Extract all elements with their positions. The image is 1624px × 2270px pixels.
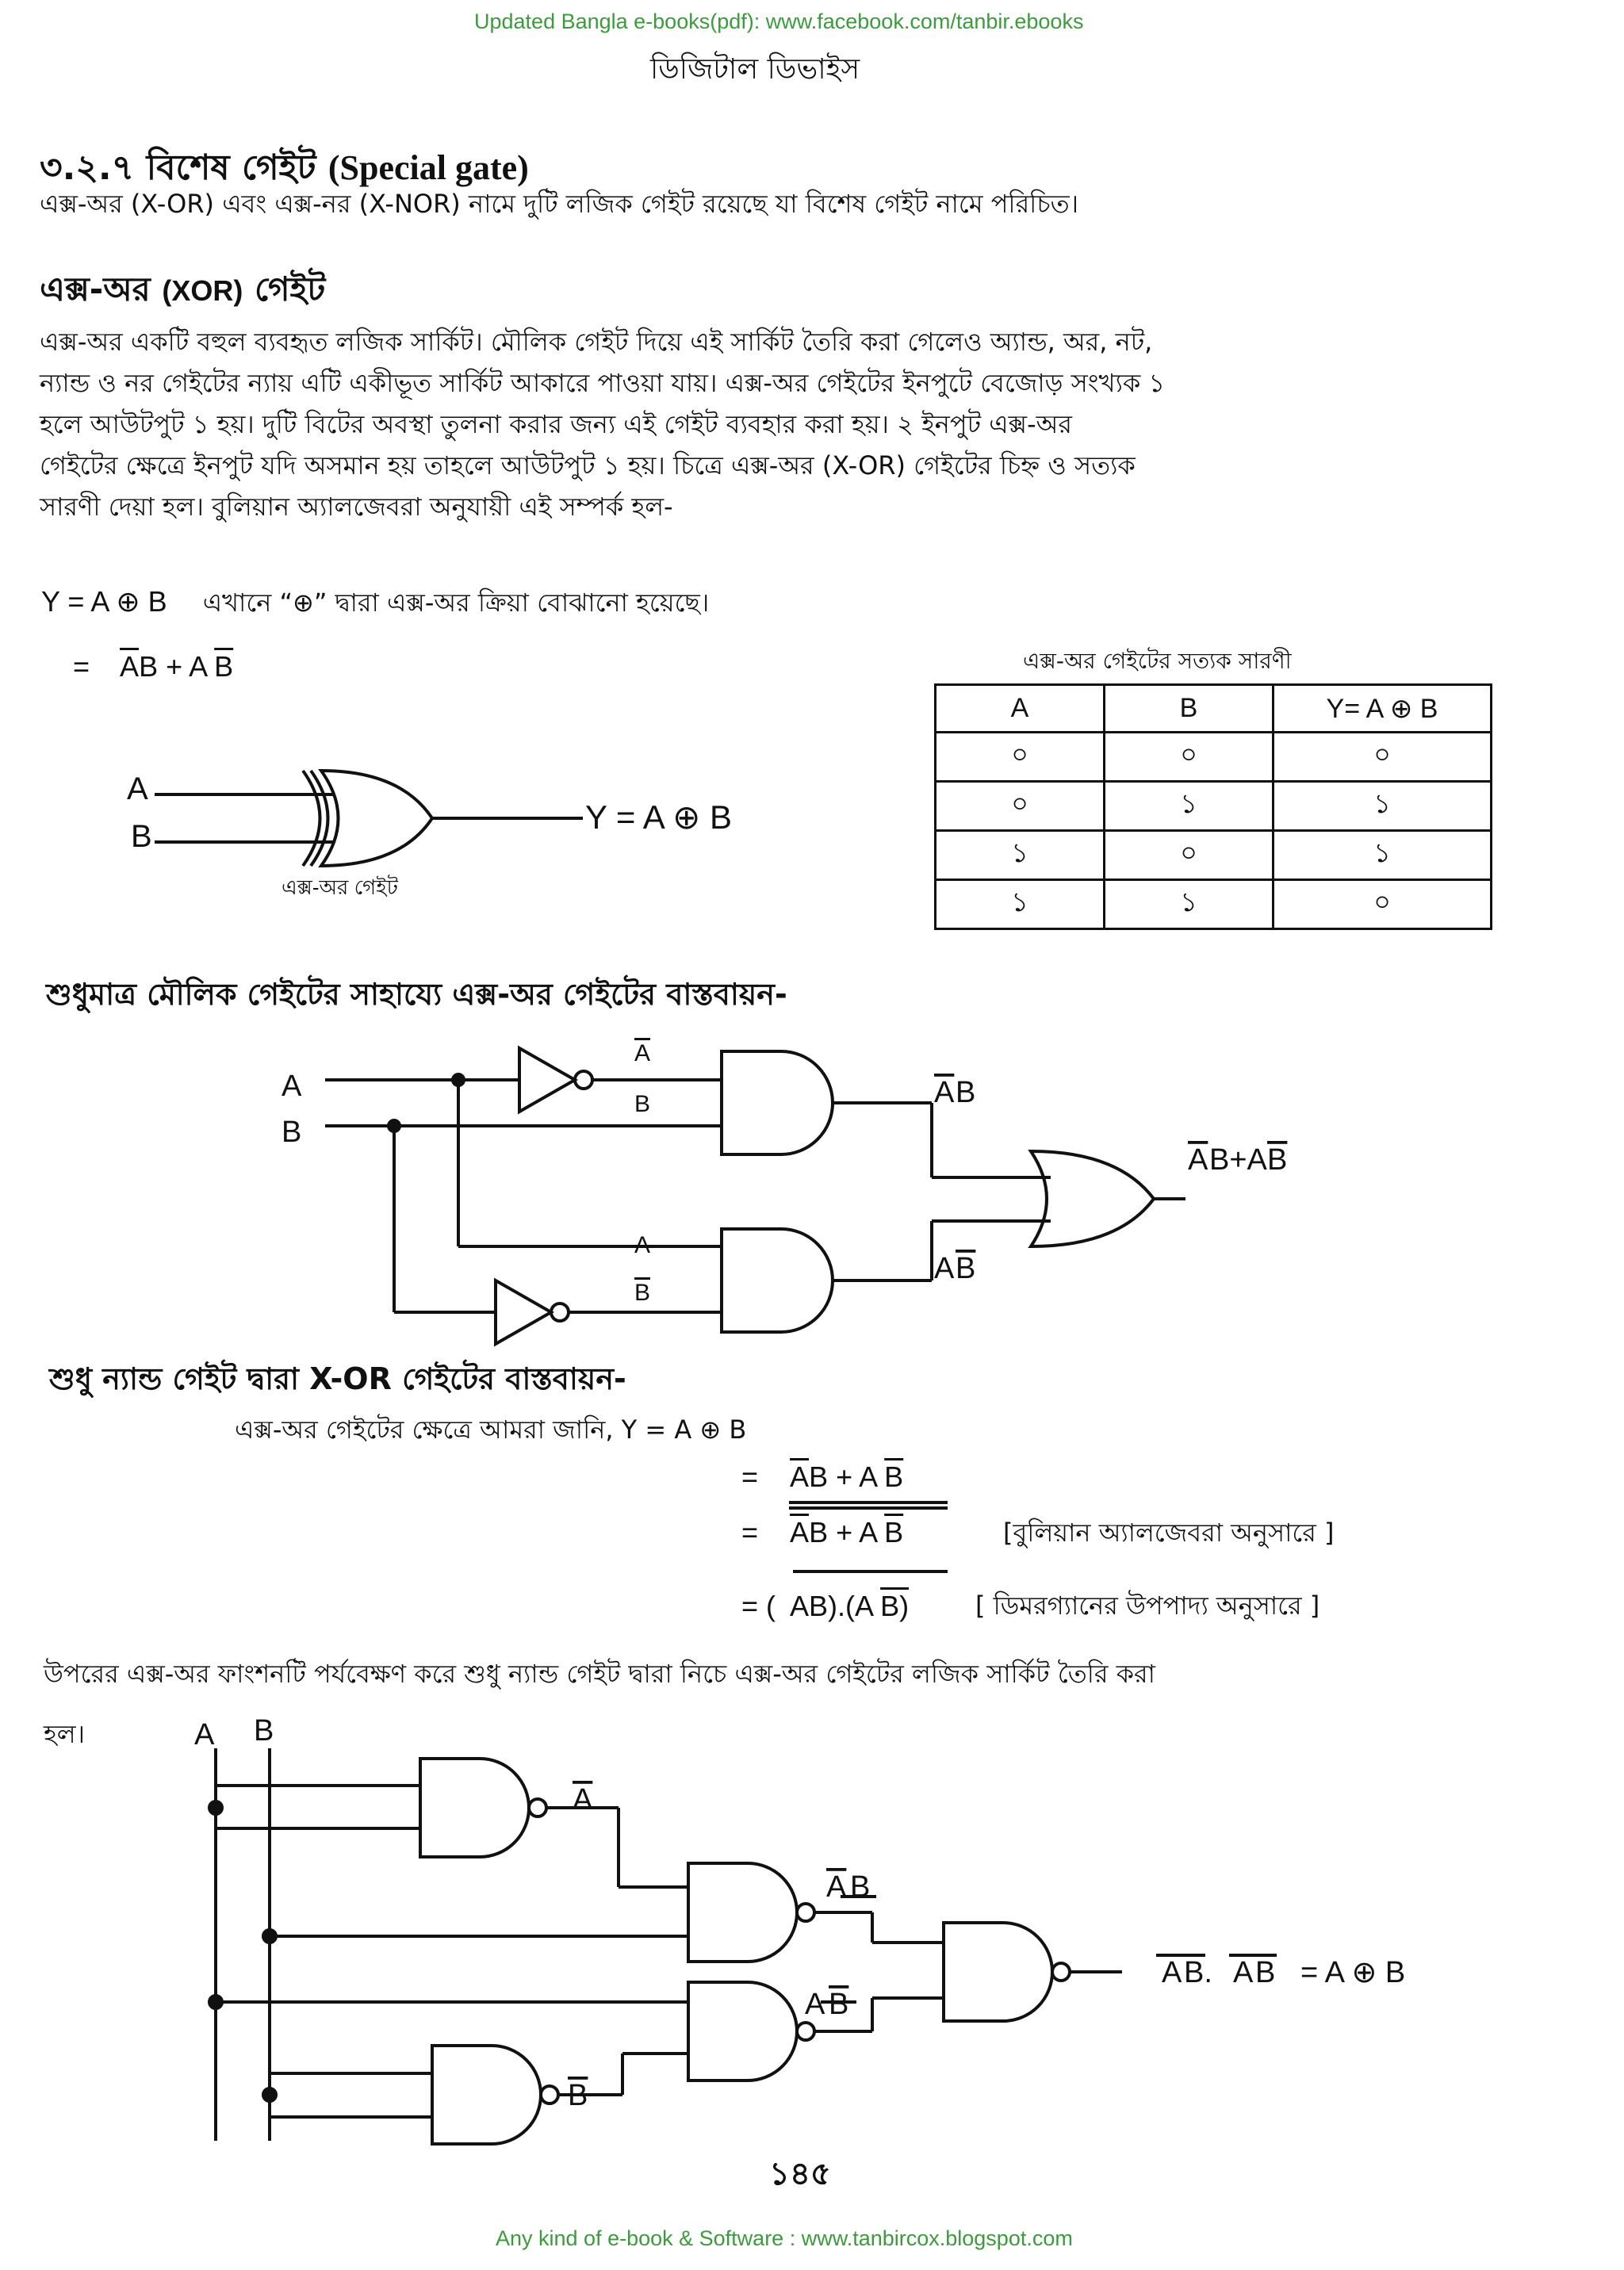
label-bbar: B	[634, 1280, 651, 1306]
nand-bbar-label: B	[568, 2079, 588, 2112]
nand-out-tail: = A ⊕ B	[1300, 1956, 1406, 1989]
eq2-abar: $\overline{A}$	[120, 650, 140, 683]
cell: ১	[1274, 831, 1492, 880]
para-line-1: এক্স-অর একটি বহুল ব্যবহৃত লজিক সার্কিট। মৌলিক গেইট দিয়ে এই সার্কিট তৈরি করা গেলেও অ্যান্ড, অর, নট,	[40, 327, 1153, 357]
running-title: ডিজিটাল ডিভাইস	[650, 53, 860, 86]
label-abar: A	[634, 1040, 651, 1066]
final-abar: A	[1188, 1143, 1208, 1177]
para-line-2: ন্যান্ড ও নর গেইটের ন্যায় এটি একীভূত সার্কিট আকারে পাওয়া যায়। এক্স-অর গেইটের ইনপুটে বেজোড় সংখ্যক ১	[40, 368, 1166, 398]
final-bbar: B	[1267, 1143, 1288, 1177]
nand-impl-heading: শুধু ন্যান্ড গেইট দ্বারা X-OR গেইটের বাস্তবায়ন-	[49, 1361, 626, 1396]
section-number: ৩.২.৭	[40, 147, 135, 188]
para-line-3: হলে আউটপুট ১ হয়। দুটি বিটের অবস্থা তুলনা করার জন্য এই গেইট ব্যবহার করা হয়। ২ ইনপুট এক্স-অর	[40, 409, 1072, 439]
xor-heading-post: গেইট	[254, 270, 326, 308]
out1-b: B	[956, 1076, 976, 1109]
cell: ০	[1105, 831, 1274, 880]
cell: ১	[1274, 782, 1492, 831]
label-b: B	[634, 1091, 651, 1117]
para-line-5: সারণী দেয়া হল। বুলিয়ান অ্যালজেবরা অনুযায়ী এই সম্পর্ক হল-	[40, 492, 673, 522]
xor-symbol-out: Y = A ⊕ B	[585, 798, 733, 836]
s2-bbar: $\overline{B}$	[884, 1516, 904, 1548]
nand-in-a: A	[194, 1718, 215, 1751]
cell: ০	[1274, 733, 1492, 782]
nand-out-1: A	[1162, 1956, 1182, 1989]
para-line-4: গেইটের ক্ষেত্রে ইনপুট যদি অসমান হয় তাহলে আউটপুট ১ হয়। চিত্রে এক্স-অর (X-OR) গেইটের চিহ্ন ও সত্যক	[40, 450, 1136, 480]
s1-abar: $\overline{A}$	[790, 1460, 810, 1493]
xor-gate-symbol	[155, 771, 583, 866]
section-title-bn: বিশেষ গেইট	[146, 147, 316, 188]
s3-bbar: B)	[880, 1590, 910, 1622]
nand-abar-label: A	[573, 1783, 593, 1816]
page-number: ১৪৫	[769, 2156, 831, 2192]
eq-sign: =	[741, 1516, 759, 1548]
nand-g3-b: B	[829, 1988, 849, 2021]
th-b: B	[1105, 685, 1274, 733]
basic-in-a: A	[282, 1070, 302, 1103]
nand-g3-a: A	[805, 1988, 825, 2021]
nand-g2-a: A	[826, 1870, 847, 1904]
xor-symbol-caption: এক্স-অর গেইট	[282, 875, 398, 899]
out1-abar: A	[934, 1076, 955, 1109]
out2-a: A	[934, 1252, 955, 1285]
section-intro: এক্স-অর (X-OR) এবং এক্স-নর (X-NOR) নামে দুটি লজিক গেইট রয়েছে যা বিশেষ গেইট নামে পরিচিত।	[40, 189, 1079, 219]
nand-step-3-note: [ ডিমরগ্যানের উপপাদ্য অনুসারে ]	[975, 1591, 1320, 1621]
conclusion-line-2: হল।	[44, 1719, 86, 1749]
xor-heading-pre: এক্স-অর	[40, 270, 151, 308]
s3-open: = (	[741, 1590, 776, 1622]
nand-out-3: A	[1233, 1956, 1254, 1989]
nand-g2-b: B	[850, 1870, 871, 1904]
truth-table-caption: এক্স-অর গেইটের সত্যক সারণী	[1023, 648, 1292, 674]
cell: ০	[936, 782, 1105, 831]
s3-body: AB).(A	[790, 1590, 873, 1622]
cell: ১	[1105, 880, 1274, 929]
nand-out-2: B.	[1184, 1956, 1212, 1989]
eq2-eq: =	[73, 650, 90, 683]
conclusion-line-1: উপরের এক্স-অর ফাংশনটি পর্যবেক্ষণ করে শুধু ন্যান্ড গেইট দ্বারা নিচে এক্স-অর গেইটের লজিক সার্কিট তৈরি করা	[44, 1659, 1155, 1689]
nand-out-4: B	[1255, 1956, 1276, 1989]
th-y: Y= A ⊕ B	[1274, 685, 1492, 733]
cell: ০	[936, 733, 1105, 782]
eq2-mid: B + A	[139, 650, 207, 683]
basic-in-b: B	[282, 1116, 302, 1149]
cell: ০	[1105, 733, 1274, 782]
s2-mid: B + A	[809, 1516, 877, 1548]
footer-link[interactable]: Any kind of e-book & Software : www.tanbircox.blogspot.com	[496, 2226, 1073, 2250]
top-link[interactable]: Updated Bangla e-books(pdf): www.facebook.com/tanbir.ebooks	[474, 10, 1084, 33]
s2-abar: $\overline{A}$	[790, 1516, 810, 1548]
out2-bbar: B	[956, 1252, 976, 1285]
xor-symbol-in-b: B	[131, 819, 152, 854]
label-a: A	[634, 1232, 651, 1258]
basic-impl-heading: শুধুমাত্র মৌলিক গেইটের সাহায্যে এক্স-অর গেইটের বাস্তবায়ন-	[46, 977, 787, 1012]
basic-xor-circuit	[325, 1048, 1185, 1344]
overbars	[789, 1502, 1277, 2002]
s1-mid: B + A	[809, 1460, 877, 1493]
xor-symbol-in-a: A	[127, 771, 148, 806]
nand-in-b: B	[254, 1714, 274, 1747]
nand-xor-circuit	[209, 1748, 1122, 2144]
eq1-note: এখানে “⊕” দ্বারা এক্স-অর ক্রিয়া বোঝানো হয়েছে।	[202, 588, 710, 618]
eq1-lhs: Y = A ⊕ B	[41, 585, 167, 618]
eq-sign: =	[741, 1460, 759, 1493]
th-a: A	[936, 685, 1105, 733]
cell: ১	[936, 831, 1105, 880]
cell: ১	[936, 880, 1105, 929]
section-title-en: (Special gate)	[327, 148, 529, 187]
xor-heading-code: (XOR)	[162, 274, 243, 307]
nand-step-2-note: [বুলিয়ান অ্যালজেবরা অনুসারে ]	[1003, 1518, 1335, 1548]
s1-bbar: $\overline{B}$	[884, 1460, 904, 1493]
final-mid: B+A	[1209, 1143, 1267, 1177]
cell: ১	[1105, 782, 1274, 831]
cell: ০	[1274, 880, 1492, 929]
eq2-bbar: $\overline{B}$	[214, 650, 234, 683]
nand-step-0: এক্স-অর গেইটের ক্ষেত্রে আমরা জানি, Y = A ⊕ B	[235, 1414, 747, 1445]
